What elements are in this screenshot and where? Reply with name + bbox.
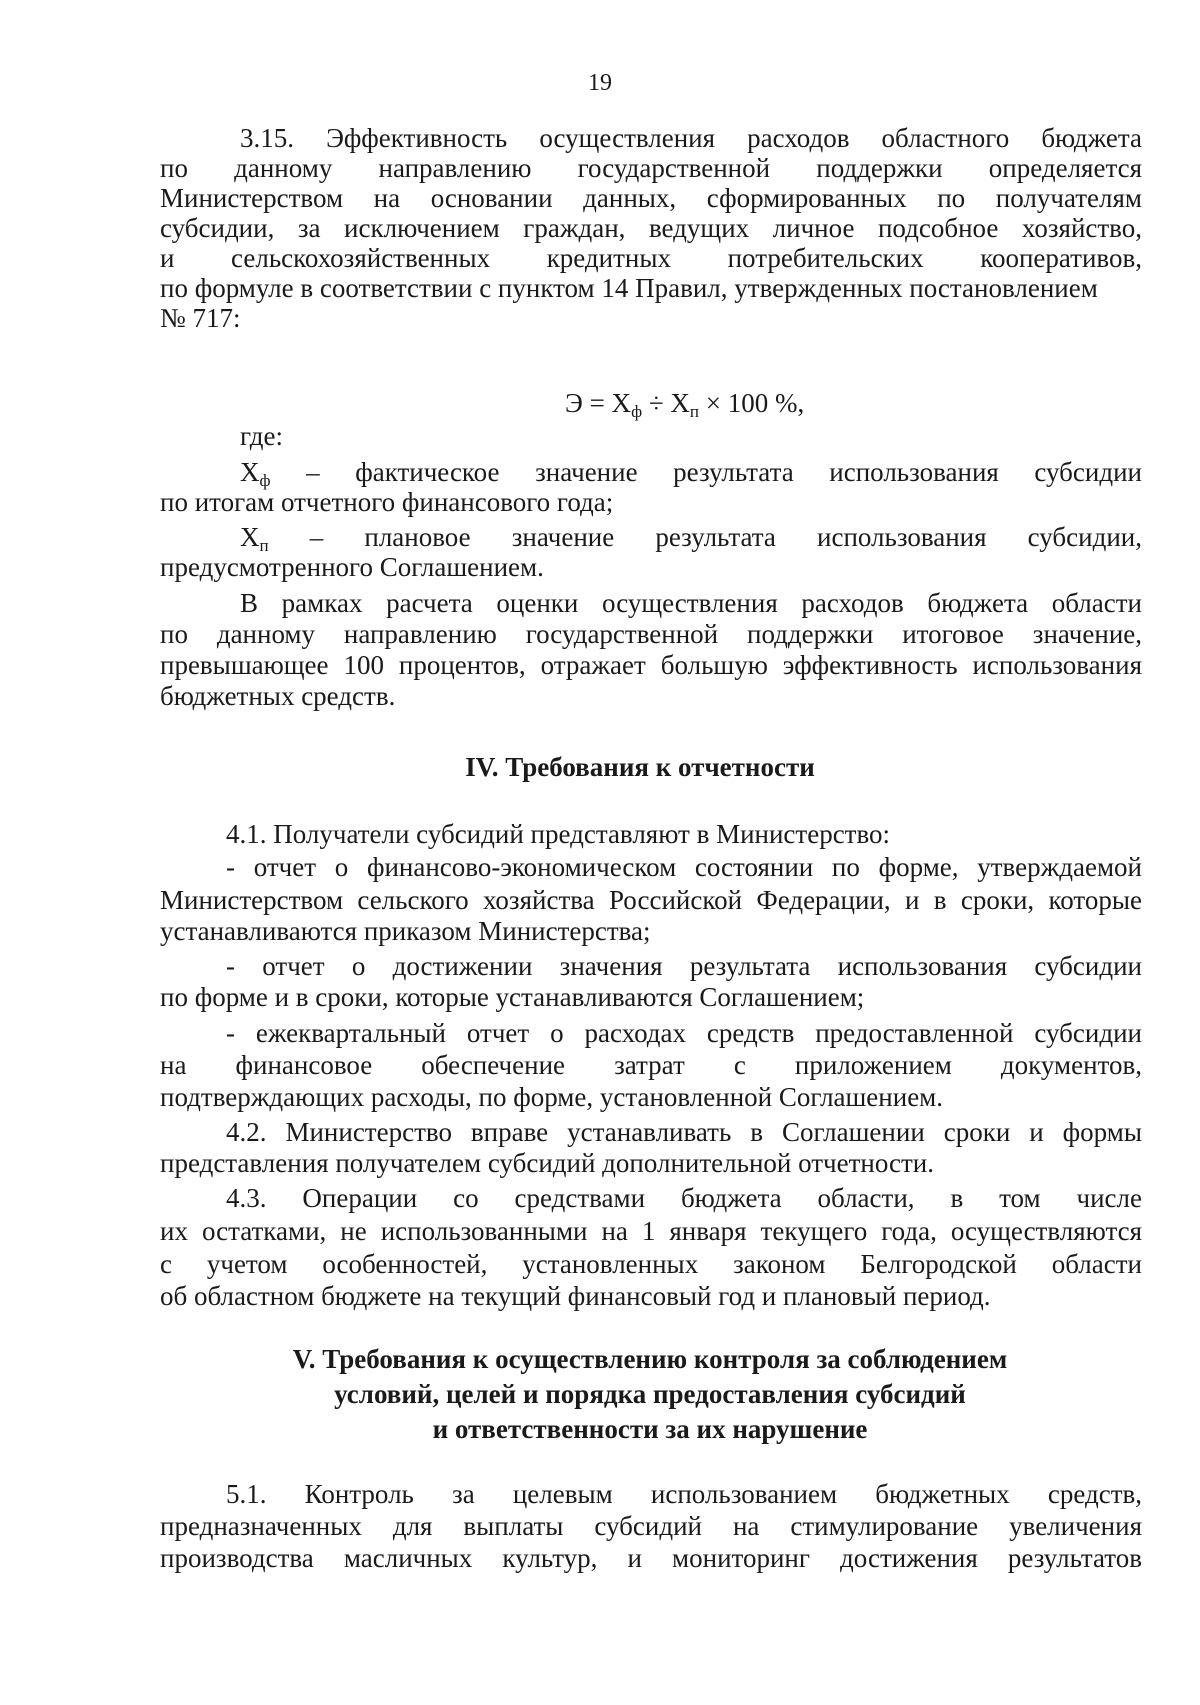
text-line: предназначенных для выплаты субсидий на стимулирование увеличения	[160, 1511, 1142, 1541]
text-line: 3.15. Эффективность осуществления расходов областного бюджета	[240, 123, 1142, 153]
text-line: об областном бюджете на текущий финансовый год и плановый период.	[160, 1281, 991, 1311]
text-line: подтверждающих расходы, по форме, установленной Соглашением.	[160, 1082, 944, 1112]
text-line: 4.2. Министерство вправе устанавливать в Соглашении сроки и формы	[226, 1117, 1142, 1147]
text-line: на финансовое обеспечение затрат с приложением документов,	[160, 1050, 1142, 1080]
text-line: устанавливаются приказом Министерства;	[160, 916, 651, 946]
section-4-heading: IV. Требования к отчетности	[465, 752, 815, 782]
text-line: по данному направлению государственной поддержки определяется	[160, 153, 1142, 183]
text-line: по итогам отчетного финансового года;	[160, 487, 614, 517]
text-line: Министерством сельского хозяйства Российской Федерации, и в сроки, которые	[160, 885, 1142, 915]
section-5-heading-line: V. Требования к осуществлению контроля за соблюдением	[292, 1344, 1008, 1374]
text-line: их остатками, не использованными на 1 января текущего года, осуществляются	[160, 1216, 1142, 1246]
definition-actual: $Х_ф$ – фактическое значение результата использования субсидии	[240, 457, 1142, 490]
list-item: - ежеквартальный отчет о расходах средств предоставленной субсидии	[226, 1018, 1142, 1048]
text-line: по форме и в сроки, которые устанавливаются Соглашением;	[160, 982, 865, 1012]
text-line: В рамках расчета оценки осуществления расходов бюджета области	[240, 588, 1142, 618]
page-number: 19	[588, 70, 612, 96]
text-line: по формуле в соответствии с пунктом 14 Правил, утвержденных постановлением	[160, 273, 1098, 303]
text-line: с учетом особенностей, установленных законом Белгородской области	[160, 1249, 1142, 1279]
text-line: по данному направлению государственной поддержки итоговое значение,	[160, 619, 1142, 649]
definition-planned: $Х_п$ – плановое значение результата использования субсидии,	[240, 522, 1142, 555]
text-line: представления получателем субсидий дополнительной отчетности.	[160, 1148, 934, 1178]
formula: $Э = Х_ф \div Х_п \times 100$ %,	[565, 388, 805, 421]
text-line: превышающее 100 процентов, отражает большую эффективность использования	[160, 650, 1142, 680]
text-line: производства масличных культур, и мониторинг достижения результатов	[160, 1543, 1142, 1573]
text-line: 4.1. Получатели субсидий представляют в Министерство:	[226, 819, 891, 849]
list-item: - отчет о финансово-экономическом состоянии по форме, утверждаемой	[226, 852, 1142, 882]
text-line: предусмотренного Соглашением.	[160, 552, 544, 582]
text-line: 4.3. Операции со средствами бюджета области, в том числе	[226, 1183, 1142, 1213]
text-line: и сельскохозяйственных кредитных потребительских кооперативов,	[160, 243, 1142, 273]
text-line: бюджетных средств.	[160, 681, 396, 711]
text-line: 5.1. Контроль за целевым использованием бюджетных средств,	[226, 1479, 1142, 1509]
text-line: № 717:	[160, 303, 241, 333]
section-5-heading-line: условий, целей и порядка предоставления субсидий	[334, 1379, 966, 1409]
where-label: где:	[240, 421, 283, 451]
text-line: субсидии, за исключением граждан, ведущих личное подсобное хозяйство,	[160, 213, 1142, 243]
text-line: Министерством на основании данных, сформированных по получателям	[160, 183, 1142, 213]
section-5-heading-line: и ответственности за их нарушение	[432, 1414, 868, 1444]
list-item: - отчет о достижении значения результата использования субсидии	[226, 951, 1142, 981]
